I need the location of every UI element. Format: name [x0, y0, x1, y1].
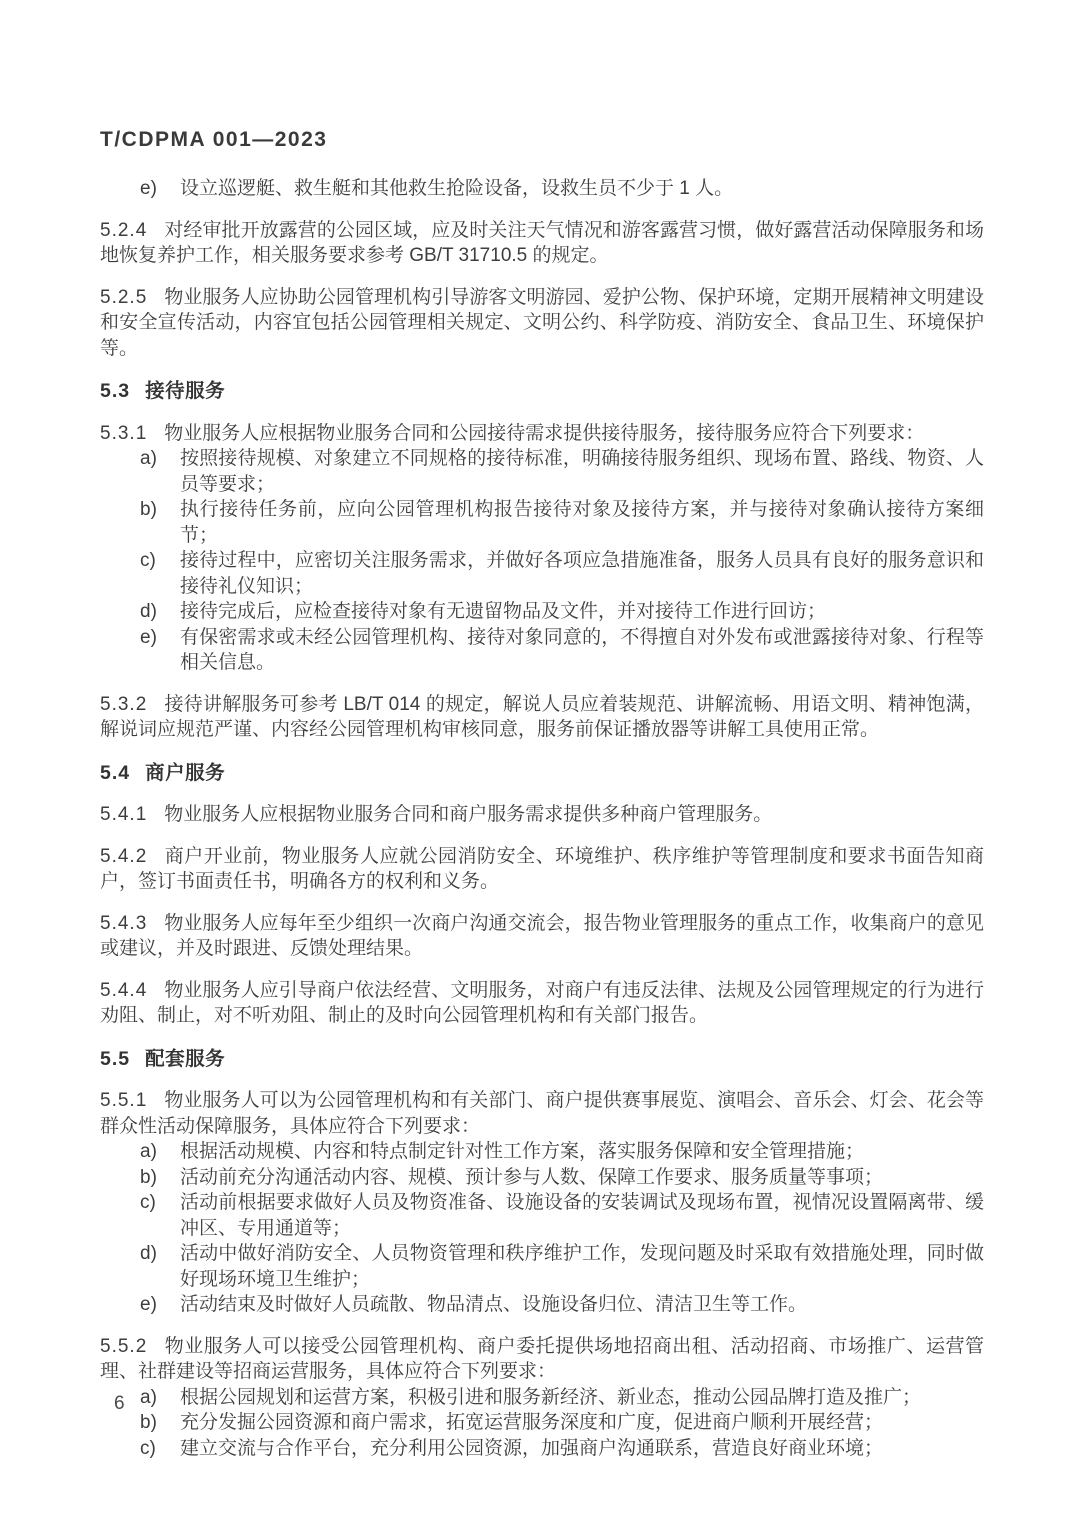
clause-text: 物业服务人应每年至少组织一次商户沟通交流会，报告物业管理服务的重点工作，收集商户的意见或建议，并及时跟进、反馈处理结果。 [100, 912, 984, 959]
clause-number: 5.2.5 [100, 286, 148, 308]
list-item-text: 活动前根据要求做好人员及物资准备、设施设备的安装调试及现场布置，视情况设置隔离带、缓冲区、专用通道等； [180, 1192, 984, 1239]
clause-text: 物业服务人可以接受公园管理机构、商户委托提供场地招商出租、活动招商、市场推广、运营管理、社群建设等招商运营服务，具体应符合下列要求： [100, 1335, 984, 1382]
list-item [100, 497, 984, 548]
clause-text: 物业服务人应根据物业服务合同和公园接待需求提供接待服务，接待服务应符合下列要求： [164, 422, 925, 444]
list-item [100, 1241, 984, 1292]
list-marker: b) [140, 1166, 157, 1188]
section-number: 5.3 [100, 380, 131, 402]
list-item-text: 根据公园规划和运营方案，积极引进和服务新经济、新业态，推动公园品牌打造及推广； [180, 1386, 922, 1408]
list-marker: b) [140, 499, 157, 520]
list-item-text: 接待过程中，应密切关注服务需求，并做好各项应急措施准备，服务人员具有良好的服务意识和接待礼仪知识； [180, 550, 984, 597]
list-item [100, 1165, 984, 1191]
clause-paragraph [100, 692, 984, 743]
clause-paragraph [100, 285, 984, 362]
clause-paragraph [100, 421, 984, 447]
clause-number: 5.5.1 [100, 1090, 148, 1111]
list-item [100, 1292, 984, 1318]
document-body [100, 176, 984, 1461]
clause-paragraph [100, 802, 984, 828]
section-number: 5.5 [100, 1047, 131, 1070]
list-marker: d) [140, 1243, 157, 1264]
list-item-text: 根据活动规模、内容和特点制定针对性工作方案，落实服务保障和安全管理措施； [180, 1141, 865, 1162]
clause-number: 5.4.2 [100, 845, 148, 867]
clause-number: 5.3.1 [100, 422, 148, 444]
list-item-text: 设立巡逻艇、救生艇和其他救生抢险设备，设救生员不少于 1 人。 [180, 178, 734, 199]
list-marker: c) [140, 1437, 156, 1459]
clause-number: 5.4.1 [100, 804, 148, 825]
section-title: 接待服务 [145, 380, 226, 402]
clause-paragraph [100, 978, 984, 1029]
list-marker: e) [140, 626, 157, 648]
clause-paragraph [100, 844, 984, 895]
list-item [100, 1385, 984, 1411]
list-marker: b) [140, 1412, 157, 1433]
list-marker: c) [140, 1192, 156, 1213]
list-item [100, 446, 984, 497]
section-number: 5.4 [100, 761, 131, 784]
clause-number: 5.4.3 [100, 912, 148, 934]
clause-number: 5.3.2 [100, 693, 148, 715]
list-item-text: 接待完成后，应检查接待对象有无遗留物品及文件，并对接待工作进行回访； [180, 601, 827, 622]
clause-text: 物业服务人应引导商户依法经营、文明服务，对商户有违反法律、法规及公园管理规定的行为进行劝阻、制止，对不听劝阻、制止的及时向公园管理机构和有关部门报告。 [100, 979, 984, 1026]
clause-paragraph [100, 911, 984, 962]
list-item-text: 执行接待任务前，应向公园管理机构报告接待对象及接待方案，并与接待对象确认接待方案细节； [180, 499, 984, 546]
standard-number-header: T/CDPMA 001—2023 [100, 128, 328, 151]
clause-text: 物业服务人应根据物业服务合同和商户服务需求提供多种商户管理服务。 [164, 804, 773, 825]
list-marker: d) [140, 601, 157, 622]
list-item [100, 548, 984, 599]
list-item-text: 活动前充分沟通活动内容、规模、预计参与人数、保障工作要求、服务质量等事项； [180, 1166, 884, 1188]
clause-number: 5.2.4 [100, 219, 148, 241]
clause-text: 商户开业前，物业服务人应就公园消防安全、环境维护、秩序维护等管理制度和要求书面告知商户，签订书面责任书，明确各方的权利和义务。 [100, 845, 984, 892]
clause-number: 5.5.2 [100, 1335, 148, 1357]
clause-paragraph [100, 1088, 984, 1139]
list-item-text: 活动中做好消防安全、人员物资管理和秩序维护工作，发现问题及时采取有效措施处理，同时做好现场环境卫生维护； [180, 1243, 984, 1290]
section-title: 配套服务 [145, 1047, 226, 1070]
list-marker: e) [140, 178, 157, 199]
list-item-text: 有保密需求或未经公园管理机构、接待对象同意的，不得擅自对外发布或泄露接待对象、行程等相关信息。 [180, 626, 984, 673]
list-item [100, 1139, 984, 1165]
section-heading [100, 379, 984, 405]
section-heading [100, 1047, 984, 1073]
clause-text: 物业服务人应协助公园管理机构引导游客文明游园、爱护公物、保护环境，定期开展精神文明建设和安全宣传活动，内容宜包括公园管理相关规定、文明公约、科学防疫、消防安全、食品卫生、环境保护等。 [100, 286, 984, 359]
list-item-text: 活动结束及时做好人员疏散、物品清点、设施设备归位、清洁卫生等工作。 [180, 1294, 808, 1315]
list-marker: a) [140, 448, 157, 469]
list-item-text: 充分发掘公园资源和商户需求，拓宽运营服务深度和广度，促进商户顺利开展经营； [180, 1412, 884, 1433]
page-number: 6 [114, 1393, 125, 1414]
list-marker: a) [140, 1386, 157, 1408]
clause-paragraph [100, 218, 984, 269]
list-marker: e) [140, 1294, 157, 1315]
list-item [100, 625, 984, 676]
clause-text: 接待讲解服务可参考 LB/T 014 的规定，解说人员应着装规范、讲解流畅、用语文明、精神饱满，解说词应规范严谨、内容经公园管理机构审核同意，服务前保证播放器等讲解工具使用正常。 [100, 693, 984, 740]
clause-number: 5.4.4 [100, 979, 148, 1001]
list-item [100, 1410, 984, 1436]
clause-text: 物业服务人可以为公园管理机构和有关部门、商户提供赛事展览、演唱会、音乐会、灯会、花会等群众性活动保障服务，具体应符合下列要求： [100, 1090, 984, 1137]
list-item [100, 176, 984, 202]
list-item [100, 1436, 984, 1462]
list-marker: c) [140, 550, 156, 571]
list-item-text: 建立交流与合作平台，充分利用公园资源，加强商户沟通联系，营造良好商业环境； [180, 1437, 884, 1459]
clause-text: 对经审批开放露营的公园区域，应及时关注天气情况和游客露营习惯，做好露营活动保障服务和场地恢复养护工作，相关服务要求参考 GB/T 31710.5 的规定。 [100, 219, 984, 266]
list-item [100, 1190, 984, 1241]
list-marker: a) [140, 1141, 157, 1162]
list-item [100, 599, 984, 625]
section-title: 商户服务 [145, 761, 226, 784]
section-heading [100, 761, 984, 787]
clause-paragraph [100, 1334, 984, 1385]
list-item-text: 按照接待规模、对象建立不同规格的接待标准，明确接待服务组织、现场布置、路线、物资、人员等要求； [180, 448, 984, 495]
